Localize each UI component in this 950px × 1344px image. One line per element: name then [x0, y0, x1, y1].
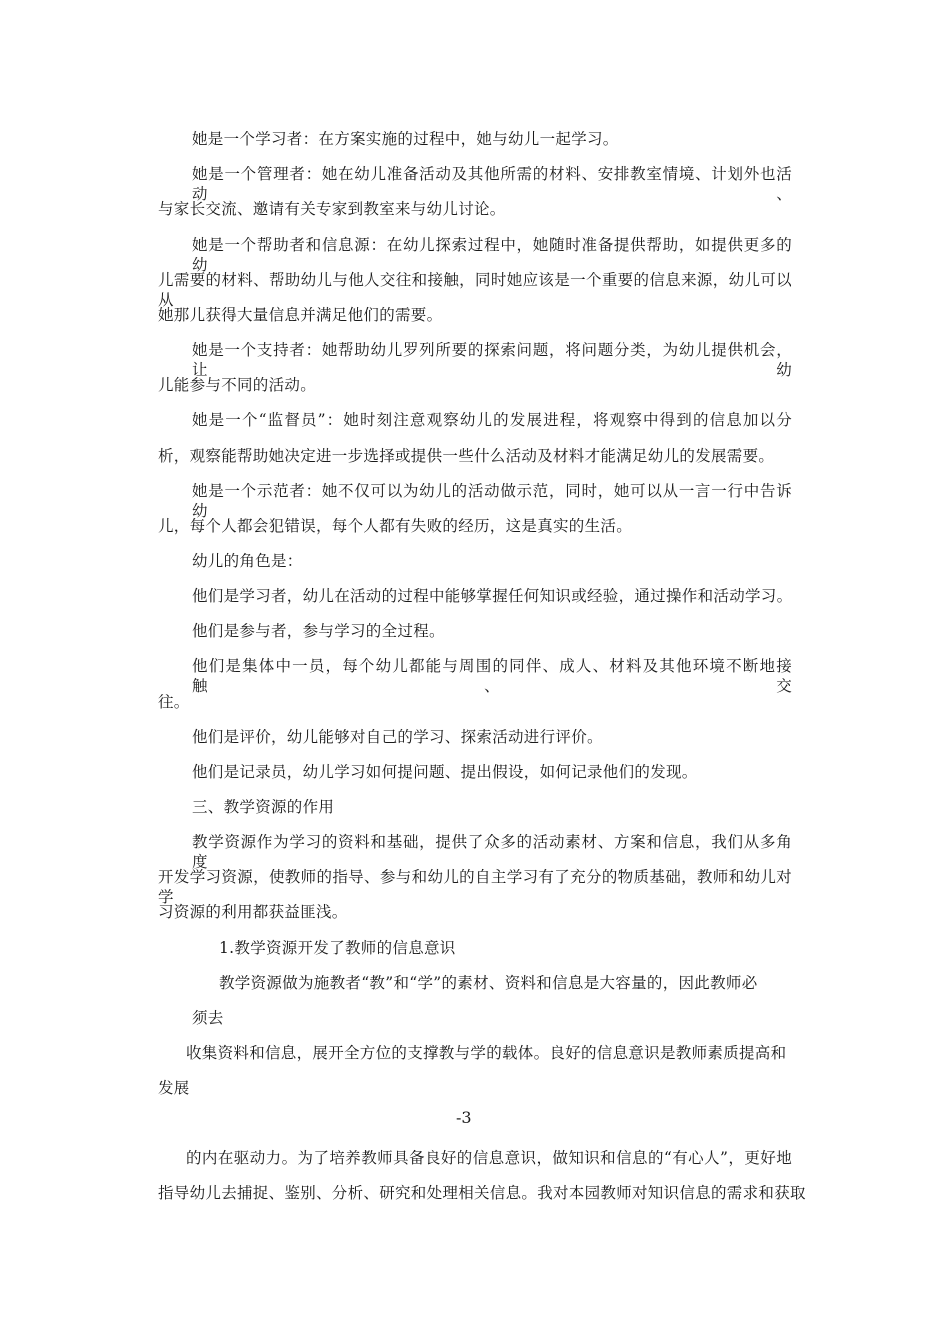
text-line: 与家长交流、邀请有关专家到教室来与幼儿讨论。 — [158, 200, 506, 218]
text-line: 教学资源作为学习的资料和基础，提供了众多的活动素材、方案和信息，我们从多角度 — [192, 833, 792, 871]
text-line: 析，观察能帮助她决定进一步选择或提供一些什么活动及材料才能满足幼儿的发展需要。 — [158, 447, 775, 465]
text-line: 他们是集体中一员，每个幼儿都能与周围的同伴、成人、材料及其他环境不断地接触、交 — [192, 657, 792, 695]
text-line: 教学资源做为施教者“教”和“学”的素材、资料和信息是大容量的，因此教师必 — [219, 974, 758, 992]
subsection-heading: 1.教学资源开发了教师的信息意识 — [219, 939, 456, 957]
text-line: 开发学习资源，使教师的指导、参与和幼儿的自主学习有了充分的物质基础，教师和幼儿对学 — [158, 868, 792, 906]
text-line: 习资源的利用都获益匪浅。 — [158, 903, 348, 921]
text-line: 他们是学习者，幼儿在活动的过程中能够掌握任何知识或经验，通过操作和活动学习。 — [192, 587, 793, 605]
text-line: 她是一个支持者：她帮助幼儿罗列所要的探索问题，将问题分类，为幼儿提供机会，让幼 — [192, 341, 792, 379]
text-line: 她那儿获得大量信息并满足他们的需要。 — [158, 306, 443, 324]
text-line: 须去 — [192, 1009, 224, 1027]
text-line: 她是一个管理者：她在幼儿准备活动及其他所需的材料、安排教室情境、计划外也活动、 — [192, 165, 792, 203]
text-line: 幼儿的角色是： — [192, 552, 303, 570]
text-line: 她是一个“监督员”：她时刻注意观察幼儿的发展进程，将观察中得到的信息加以分 — [192, 411, 792, 429]
text-line: 发展 — [158, 1079, 190, 1097]
text-line: 收集资料和信息，展开全方位的支撑教与学的载体。良好的信息意识是教师素质提高和 — [186, 1044, 787, 1062]
page-number: -3 — [456, 1108, 472, 1127]
text-line: 她是一个帮助者和信息源：在幼儿探索过程中，她随时准备提供帮助，如提供更多的幼 — [192, 236, 792, 274]
text-line: 她是一个学习者：在方案实施的过程中，她与幼儿一起学习。 — [192, 130, 619, 148]
text-line: 他们是记录员，幼儿学习如何提问题、提出假设，如何记录他们的发现。 — [192, 763, 698, 781]
text-line: 她是一个示范者：她不仅可以为幼儿的活动做示范，同时，她可以从一言一行中告诉幼 — [192, 482, 792, 520]
text-line: 他们是参与者，参与学习的全过程。 — [192, 622, 445, 640]
text-line: 他们是评价，幼儿能够对自己的学习、探索活动进行评价。 — [192, 728, 603, 746]
section-heading: 三、教学资源的作用 — [192, 798, 335, 816]
text-line: 儿能参与不同的活动。 — [158, 376, 317, 394]
text-line: 儿，每个人都会犯错误，每个人都有失败的经历，这是真实的生活。 — [158, 517, 633, 535]
text-line: 的内在驱动力。为了培养教师具备良好的信息意识，做知识和信息的“有心人”，更好地 — [186, 1149, 792, 1167]
text-line: 指导幼儿去捕捉、鉴别、分析、研究和处理相关信息。我对本园教师对知识信息的需求和获取 — [158, 1184, 806, 1202]
text-line: 往。 — [158, 693, 190, 711]
text-line: 儿需要的材料、帮助幼儿与他人交往和接触，同时她应该是一个重要的信息来源，幼儿可以从 — [158, 271, 792, 309]
